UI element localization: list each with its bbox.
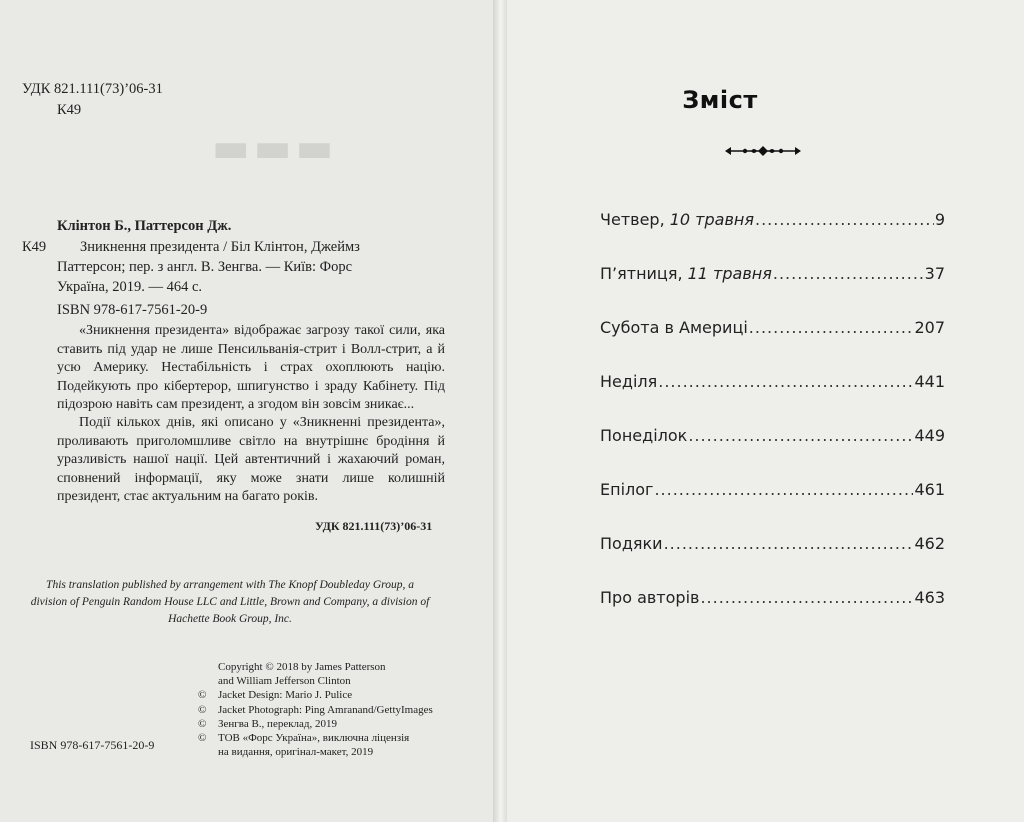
toc-page-number: 207	[914, 318, 945, 337]
toc-entry[interactable]	[600, 264, 945, 283]
toc-entry-label: Понеділок	[600, 426, 688, 445]
author-sign: К49	[22, 239, 47, 255]
contents-title: Зміст	[682, 86, 758, 114]
toc-entry-label: Подяки	[600, 534, 663, 553]
toc-entry-label: Субота в Америці	[600, 318, 748, 337]
toc-entry[interactable]	[600, 588, 945, 607]
toc-entry[interactable]	[600, 534, 945, 553]
toc-entry[interactable]	[600, 210, 945, 229]
toc-leader-dots	[755, 210, 934, 229]
annotation-paragraph-2: Події кількох днів, які описано у «Зникненні президента», проливають приголомшливе світло на внутрішнє бродіння й уразливість нашої нації. Цей автентичний і жахаючий роман, сповнений інформації, яку може знати лише колишній президент, стає актуальним на багато років.	[57, 415, 445, 504]
right-page	[500, 0, 1024, 822]
toc-leader-dots	[658, 372, 913, 391]
isbn-bottom: ISBN 978-617-7561-20-9	[30, 738, 155, 752]
udc-code-bottom: УДК 821.111(73)’06-31	[315, 519, 433, 533]
toc-leader-dots	[654, 480, 913, 499]
translation-notice: This translation published by arrangement with The Knopf Doubleday Group, a division of Penguin Random House LLC and Little, Brown and Company, a division of Hachette Book Group, Inc.	[30, 579, 430, 625]
toc-leader-dots	[773, 264, 924, 283]
toc-page-number: 463	[914, 588, 945, 607]
toc-entry[interactable]	[600, 372, 945, 391]
toc-entry-label: Епілог	[600, 480, 654, 499]
book-spine-fold	[493, 0, 507, 822]
toc-entry-label: Четвер, 10 травня	[600, 210, 754, 229]
toc-page-number: 441	[914, 372, 945, 391]
biblio-line-1: Зникнення президента / Біл Клінтон, Джеймз	[80, 239, 360, 255]
biblio-line-3: Україна, 2019. — 464 с.	[57, 279, 203, 295]
toc-leader-dots	[749, 318, 914, 337]
toc-page-number: 9	[934, 210, 945, 229]
toc-leader-dots	[688, 426, 913, 445]
toc-page-number: 37	[924, 264, 945, 283]
biblio-line-2: Паттерсон; пер. з англ. В. Зенгва. — Київ: Форс	[57, 259, 353, 275]
bleed-through-decoration: ▬▬▬	[212, 125, 338, 171]
toc-leader-dots	[700, 588, 913, 607]
annotation-paragraph-1: «Зникнення президента» відображає загрозу такої сили, яка ставить під удар не лише Пенсильванія-стрит і Волл-стрит, а й усю Америку. Нестабільність і страх охоплюють націю. Подейкують про кібертерор, шпигунство і зраду Кабінету. Під підозрою навіть сам президент, а згодом він зовсім зникає...	[57, 323, 445, 412]
authors-heading: Клінтон Б., Паттерсон Дж.	[57, 218, 232, 234]
toc-page-number: 462	[914, 534, 945, 553]
toc-entry-label: П’ятниця, 11 травня	[600, 264, 772, 283]
toc-leader-dots	[664, 534, 914, 553]
udc-code-top: УДК 821.111(73)’06-31	[22, 81, 163, 97]
toc-page-number: 449	[914, 426, 945, 445]
toc-entry-label: Про авторів	[600, 588, 700, 607]
toc-entry[interactable]	[600, 480, 945, 499]
isbn-line: ISBN 978-617-7561-20-9	[57, 302, 208, 318]
author-sign-top: К49	[57, 102, 82, 118]
toc-entry[interactable]	[600, 318, 945, 337]
toc-entry[interactable]	[600, 426, 945, 445]
toc-entry-label: Неділя	[600, 372, 658, 391]
fleuron-ornament-icon	[723, 143, 803, 159]
toc-page-number: 461	[914, 480, 945, 499]
